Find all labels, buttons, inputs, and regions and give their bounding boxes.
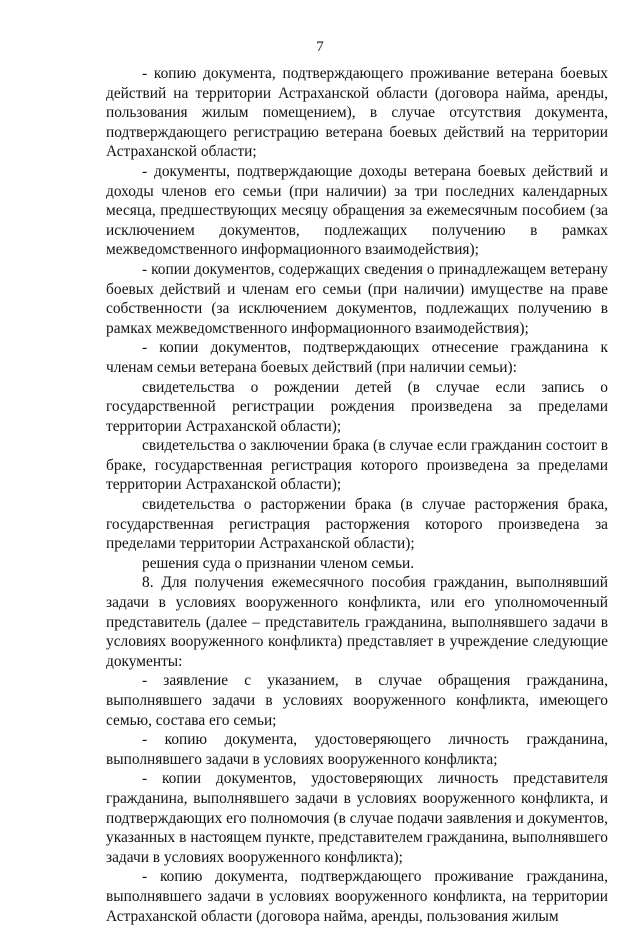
paragraph-application: - заявление с указанием, в случае обращения гражданина, выполнявшего задачи в условиях вооруженного конфликта, имеющего семью, состава его семьи;: [106, 672, 608, 729]
paragraph-divorce-certificates: свидетельства о расторжении брака (в случае расторжения брака, государственная регистрация расторжения которого произведена за пределами территории Астраханской области);: [106, 496, 608, 553]
page-number: 7: [316, 39, 324, 55]
paragraph-income-documents: - документы, подтверждающие доходы ветерана боевых действий и доходы членов его семьи (при наличии) за три последних календарных месяца, предшествующих месяцу обращения за ежемесячным пособием (за исключением документов, подлежащих получению в рамках межведомственного информационного взаимодействия);: [106, 162, 608, 259]
paragraph-identity-document: - копию документа, удостоверяющего личность гражданина, выполнявшего задачи в условиях вооруженного конфликта;: [106, 731, 608, 768]
paragraph-section-8: 8. Для получения ежемесячного пособия гражданин, выполнявший задачи в условиях вооруженного конфликта, или его уполномоченный представитель (далее – представитель гражданина, выполнявшего задачи в условиях вооруженного конфликта) представляет в учреждение следующие документы:: [106, 574, 608, 670]
paragraph-court-decisions: решения суда о признании членом семьи.: [142, 554, 415, 572]
paragraph-representative-documents: - копии документов, удостоверяющих личность представителя гражданина, выполнявшего задачи в условиях вооруженного конфликта, и подтверждающих его полномочия (в случае подачи заявления и документов, указанных в настоящем пункте, представителем гражданина, выполнявшего задачи в условиях вооруженного конфликта);: [106, 770, 608, 866]
paragraph-family-member-documents: - копии документов, подтверждающих отнесение гражданина к членам семьи ветерана боевых действий (при наличии семьи):: [106, 339, 608, 376]
paragraph-residence-copy: - копию документа, подтверждающего проживание гражданина, выполнявшего задачи в условиях вооруженного конфликта, на территории Астраханской области (договора найма, аренды, пользования жилым: [106, 868, 608, 925]
document-body: [106, 64, 608, 926]
paragraph-property-documents: - копии документов, содержащих сведения о принадлежащем ветерану боевых действий и членам его семьи (при наличии) имуществе на праве собственности (за исключением документов, подлежащих получению в рамках межведомственного информационного взаимодействия);: [106, 260, 608, 337]
paragraph-birth-certificates: свидетельства о рождении детей (в случае если запись о государственной регистрации рождения произведена за пределами территории Астраханской области);: [106, 378, 608, 435]
paragraph-veteran-residence-copy: - копию документа, подтверждающего проживание ветерана боевых действий на территории Астраханской области (договора найма, аренды, пользования жилым помещением), в случае отсутствия документа, подтверждающего регистрацию ветерана боевых действий на территории Астраханской области;: [106, 65, 608, 161]
paragraph-marriage-certificates: свидетельства о заключении брака (в случае если гражданин состоит в браке, государственная регистрация которого произведена за пределами территории Астраханской области);: [106, 437, 608, 494]
